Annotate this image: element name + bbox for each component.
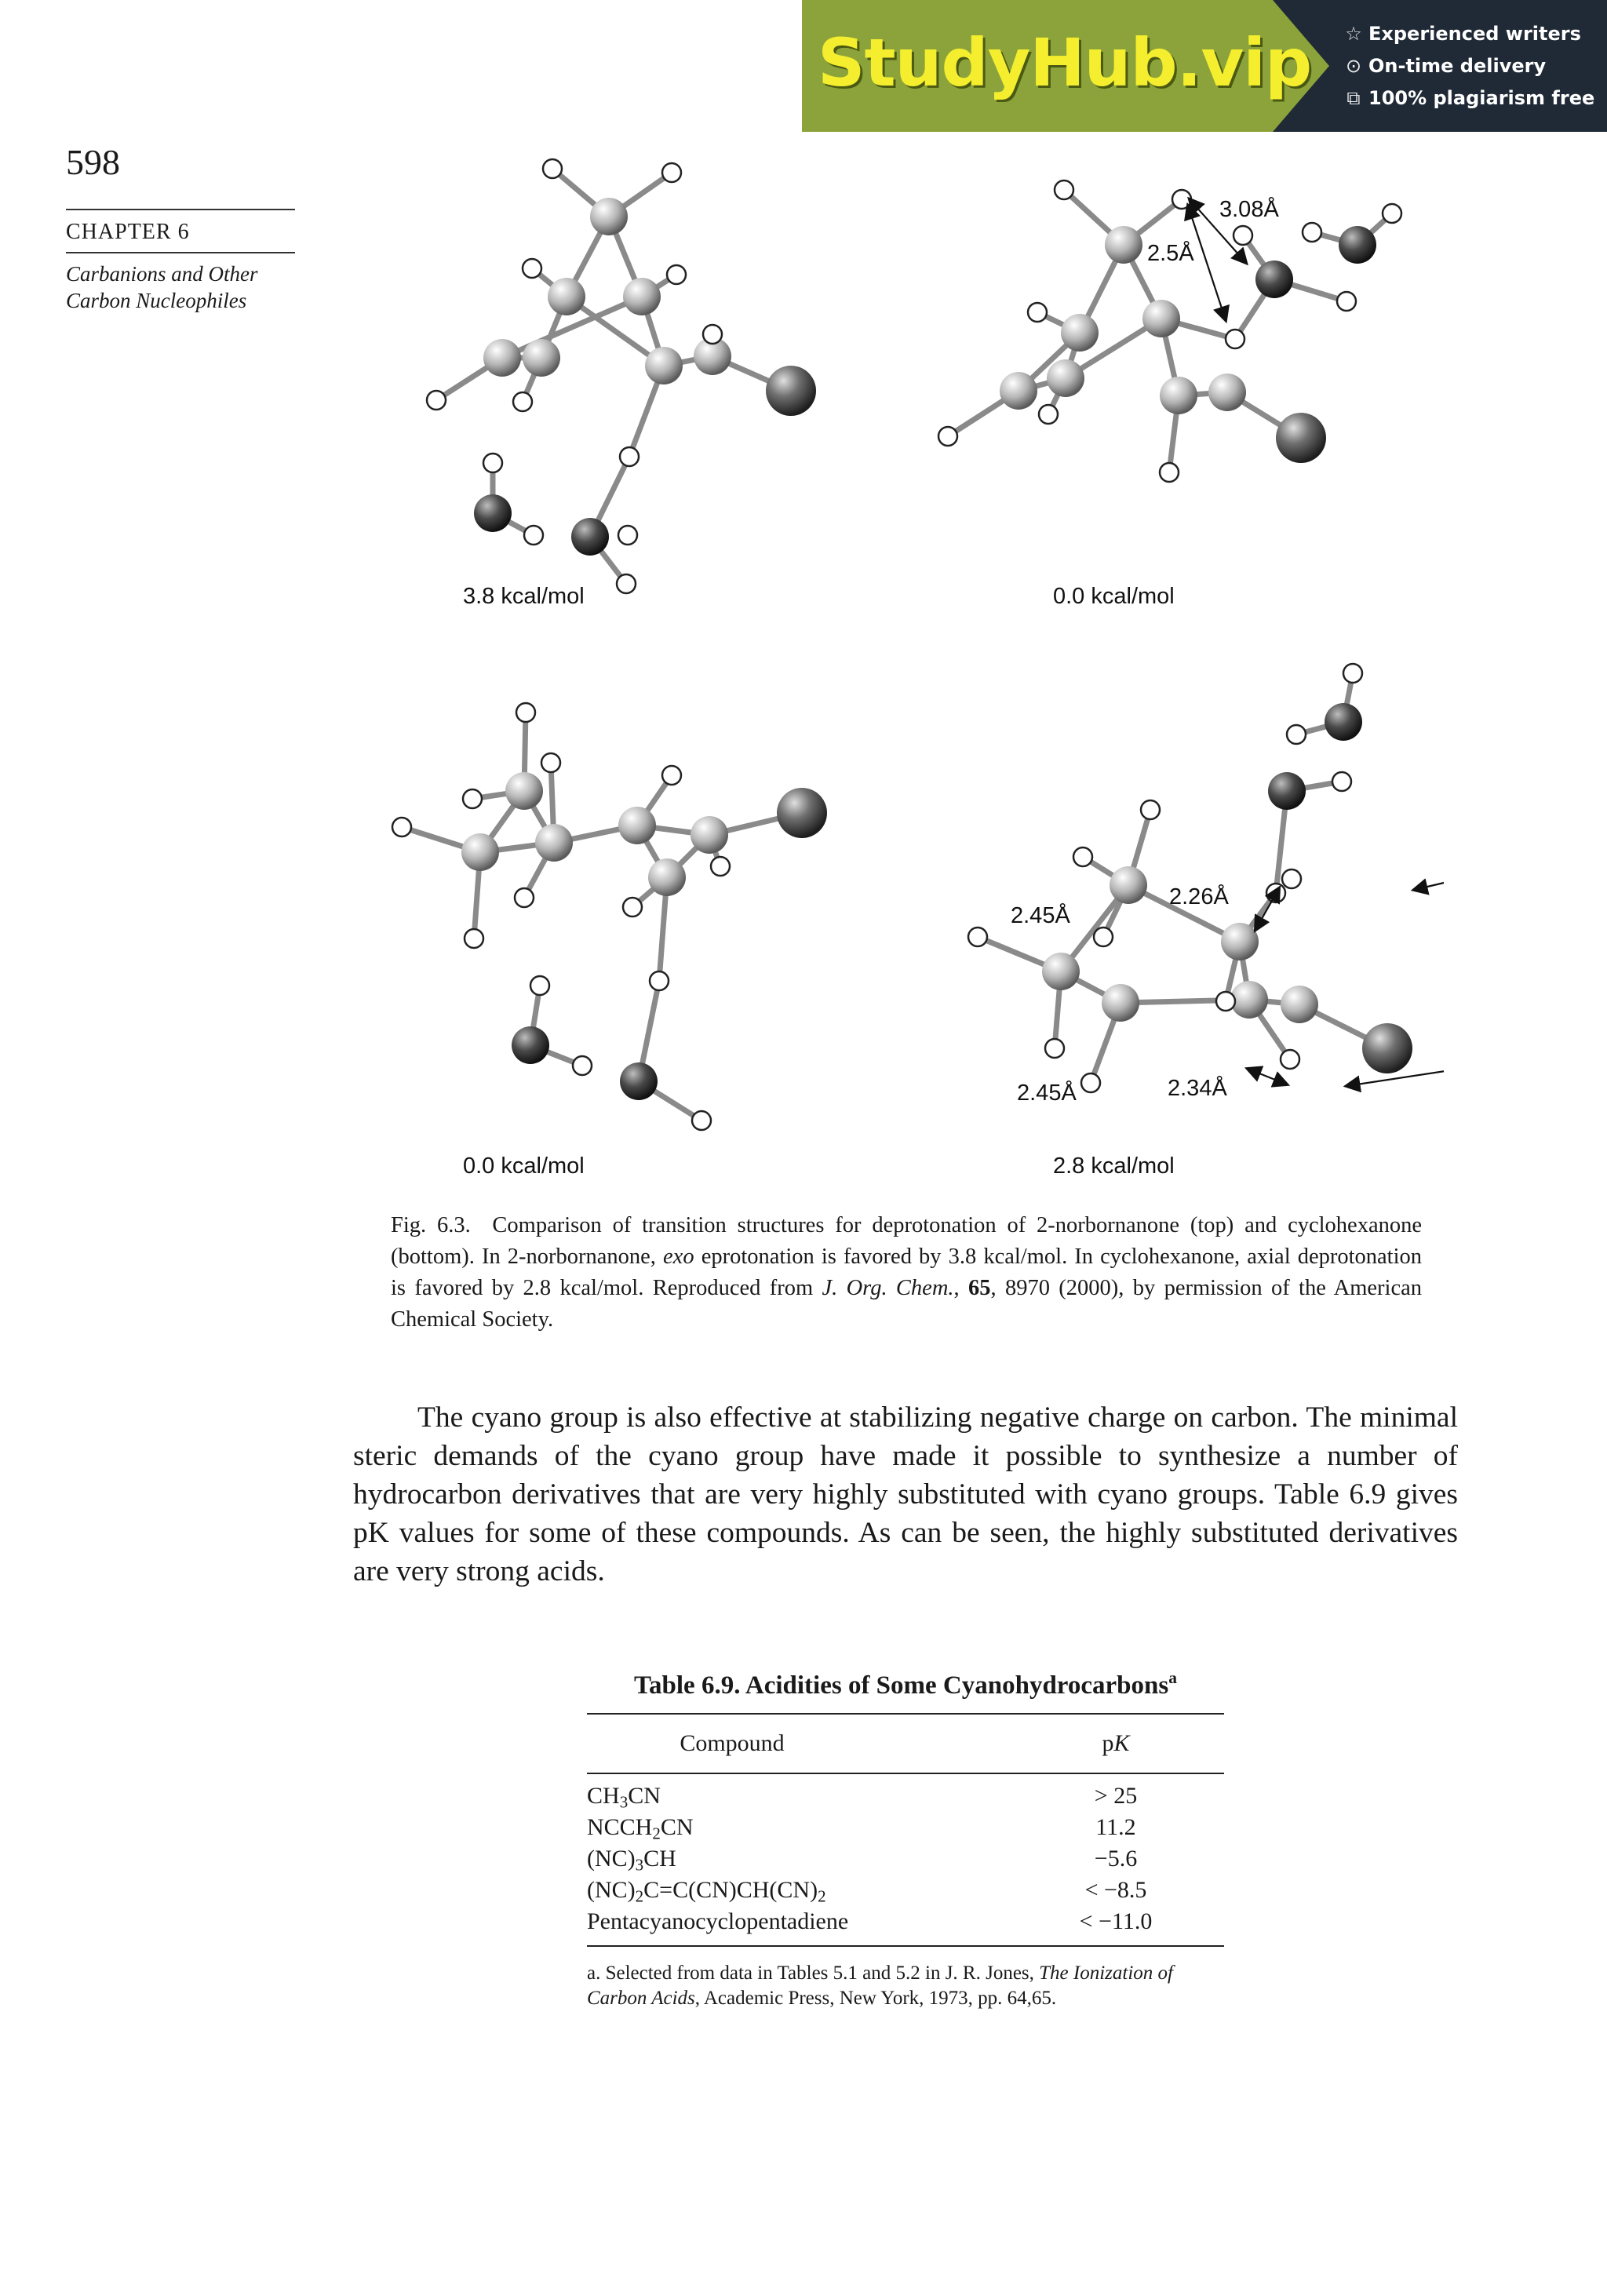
- carbon-atom: [1000, 372, 1037, 410]
- carbon-atom: [645, 347, 683, 384]
- banner-brand[interactable]: StudyHub.vip: [818, 24, 1312, 101]
- hydroxide-oxygen-atom: [571, 518, 609, 556]
- hydrogen-atom: [516, 703, 535, 722]
- table-row: [587, 1843, 1224, 1875]
- star-outline-icon: ☆: [1345, 23, 1362, 45]
- page-number: 598: [66, 142, 120, 182]
- hydrogen-atom: [1216, 992, 1235, 1011]
- hydrogen-atom: [1081, 1073, 1100, 1092]
- hydrogen-atom: [1039, 405, 1058, 424]
- banner-feature-writers: ☆ Experienced writers: [1343, 22, 1581, 46]
- distance-label: 2.45Å: [1017, 1081, 1077, 1106]
- hydrogen-atom: [541, 753, 560, 772]
- carbon-atom: [1042, 953, 1080, 990]
- distance-label: 2.45Å: [1011, 903, 1070, 928]
- carbon-atom: [648, 858, 686, 896]
- hydrogen-atom: [465, 929, 483, 948]
- distance-label: 2.34Å: [1168, 1076, 1227, 1101]
- cell-compound: $(NC)_2C=C(CN)CH(CN)_2$: [587, 1877, 826, 1906]
- hydrogen-atom: [620, 447, 639, 466]
- carbon-atom: [1047, 359, 1084, 397]
- distance-label: 2.5Å: [1147, 241, 1194, 266]
- carbon-atom: [623, 278, 661, 315]
- table-row: [587, 1906, 1224, 1937]
- table-rule: [587, 1945, 1224, 1947]
- molecule-illustration: [377, 133, 1444, 1177]
- hydroxide-oxygen-atom: [512, 1026, 549, 1064]
- carbon-atom: [548, 278, 585, 315]
- ad-banner[interactable]: [802, 0, 1607, 132]
- cell-pk: 11.2: [1095, 1814, 1136, 1840]
- bond-lines: [402, 169, 1392, 1121]
- carbon-atom: [1142, 300, 1180, 337]
- cell-pk: > 25: [1094, 1783, 1138, 1809]
- hydrogen-atom: [1303, 223, 1321, 242]
- distance-label: 2.26Å: [1169, 884, 1229, 909]
- figure-transition-structures: [377, 133, 1444, 1177]
- hydrogen-atom: [1343, 664, 1362, 683]
- hydrogen-atom: [543, 159, 562, 178]
- table-title: Table 6.9. Acidities of Some Cyanohydrocarbons$^a$: [634, 1668, 1177, 1700]
- table-header: [587, 1715, 1224, 1773]
- column-header-compound: Compound: [680, 1730, 785, 1756]
- hydrogen-atom: [1281, 1050, 1299, 1069]
- chapter-label: CHAPTER 6: [66, 220, 190, 244]
- hydrogen-atom: [1160, 463, 1179, 482]
- carbon-atom: [1230, 981, 1268, 1019]
- hydrogen-atom: [1287, 725, 1306, 744]
- distance-label: 3.08Å: [1219, 197, 1279, 222]
- hydrogen-atom: [703, 325, 722, 344]
- hydrogen-atom: [1337, 292, 1356, 311]
- cell-compound: $NCCH_2CN$: [587, 1814, 694, 1843]
- carbon-atom: [1102, 984, 1139, 1022]
- oxygen-atom: [766, 366, 816, 416]
- hydrogen-atom: [523, 259, 541, 278]
- hydrogen-atom: [1332, 772, 1351, 791]
- hydrogen-atom: [427, 391, 446, 410]
- carbon-atom: [1061, 314, 1099, 352]
- oxygen-atom: [777, 788, 827, 838]
- cell-pk: −5.6: [1094, 1846, 1138, 1871]
- copy-icon: ⧉: [1346, 87, 1361, 109]
- hydrogen-atom: [392, 818, 411, 836]
- carbon-atom: [1105, 226, 1142, 264]
- hydrogen-atom: [1282, 869, 1301, 888]
- hydroxide-oxygen-atom: [1255, 261, 1293, 298]
- carbon-atom: [1110, 866, 1147, 904]
- hydrogen-atom: [1028, 303, 1047, 322]
- table-body: [587, 1774, 1224, 1945]
- hydrogen-atom: [515, 888, 534, 907]
- table-footnote: a. Selected from data in Tables 5.1 and 5.2 in J. R. Jones, The Ionization of Carbon Acids, Academic Press, New York, 1973, pp. 64,65.: [587, 1963, 1173, 2009]
- oxygen-atom: [1276, 413, 1326, 463]
- hydrogen-atom: [617, 574, 636, 593]
- hydrogen-atom: [968, 928, 987, 946]
- hydroxide-oxygen-atom: [620, 1062, 658, 1100]
- header-rule: [66, 252, 295, 253]
- oxygen-atom: [1362, 1023, 1412, 1073]
- cell-compound: $(NC)_3CH$: [587, 1846, 676, 1875]
- hydrogen-atom: [938, 427, 957, 446]
- hydrogen-atom: [1226, 330, 1244, 348]
- hydrogen-atom: [618, 526, 637, 545]
- hydrogen-atom: [692, 1111, 711, 1130]
- hydroxide-oxygen-atom: [1268, 772, 1306, 810]
- body-paragraph: The cyano group is also effective at stabilizing negative charge on carbon. The minimal steric demands of the cyano group have made it possible to synthesize a number of hydrocarbon derivatives that are very highly substituted with cyano groups. Table 6.9 gives pK values for some of these compounds. As can be seen, the highly substituted derivatives are very strong acids.: [353, 1401, 1458, 1587]
- hydrogen-atom: [483, 454, 502, 472]
- energy-label-top-right: 0.0 kcal/mol: [1053, 584, 1175, 609]
- hydrogen-atom: [1233, 226, 1252, 245]
- cell-pk: < −8.5: [1084, 1877, 1147, 1903]
- chapter-title: Carbanions and Other Carbon Nucleophiles: [66, 262, 258, 312]
- carbon-atom: [523, 339, 560, 377]
- hydrogen-atom: [1141, 800, 1160, 819]
- body-text: [353, 1398, 1458, 1591]
- column-header-pk: pK: [1102, 1730, 1130, 1756]
- carbon-atom: [691, 816, 728, 854]
- hydrogen-atom: [463, 789, 482, 808]
- hydroxide-oxygen-atom: [1325, 703, 1362, 741]
- hydrogen-atom: [573, 1056, 592, 1075]
- clock-icon: ⊙: [1345, 55, 1362, 77]
- hydrogen-atom: [662, 766, 681, 785]
- carbon-atom: [1281, 986, 1318, 1023]
- hydrogen-atom: [1045, 1039, 1064, 1058]
- hydrogen-atom: [667, 265, 686, 284]
- carbon-atom: [1221, 923, 1259, 960]
- header-rule: [66, 209, 295, 210]
- hydrogen-atom: [623, 898, 642, 917]
- hydrogen-atom: [1383, 204, 1401, 223]
- energy-label-bottom-right: 2.8 kcal/mol: [1053, 1153, 1175, 1179]
- carbon-atom: [1160, 377, 1197, 414]
- banner-feature-plagiarism: ⧉ 100% plagiarism free: [1343, 86, 1594, 110]
- hydrogen-atom: [524, 526, 543, 545]
- carbon-atom: [590, 198, 628, 235]
- cell-pk: < −11.0: [1079, 1908, 1153, 1934]
- hydrogen-atom: [662, 163, 681, 182]
- energy-label-top-left: 3.8 kcal/mol: [463, 584, 585, 609]
- hydrogen-atom: [1073, 847, 1092, 866]
- hydrogen-atom: [1094, 928, 1113, 946]
- carbon-atom: [461, 833, 499, 871]
- energy-label-bottom-left: 0.0 kcal/mol: [463, 1153, 585, 1179]
- hydrogen-atom: [650, 971, 669, 990]
- cell-compound: $CH_3CN$: [587, 1783, 661, 1812]
- figure-caption: Fig. 6.3. Comparison of transition structures for deprotonation of 2-norbornanone (top) and cyclohexanone (bottom). In 2-norbornanone, exo eprotonation is favored by 3.8 kcal/mol. In cyclohexanone, axial deprotonation is favored by 2.8 kcal/mol. Reproduced from J. Org. Chem., 65, 8970 (2000), by permission of the American Chemical Society.: [391, 1213, 1423, 1332]
- carbon-atom: [535, 824, 573, 862]
- carbon-atom: [618, 807, 656, 844]
- hydrogen-atom: [1055, 180, 1073, 199]
- table-row: [587, 1780, 1224, 1812]
- hydrogen-atom: [711, 857, 730, 876]
- carbon-atom: [505, 772, 543, 810]
- table-row: [587, 1875, 1224, 1906]
- hydrogen-atom: [513, 392, 532, 411]
- banner-feature-delivery: ⊙ On-time delivery: [1343, 54, 1546, 78]
- hydroxide-oxygen-atom: [474, 494, 512, 532]
- table-row: [587, 1812, 1224, 1843]
- table-acidities: [587, 1668, 1224, 2011]
- carbon-atom: [483, 339, 521, 377]
- carbon-atom: [1208, 374, 1246, 411]
- cell-compound: Pentacyanocyclopentadiene: [587, 1908, 849, 1934]
- hydrogen-atom: [530, 976, 549, 995]
- hydroxide-oxygen-atom: [1339, 226, 1376, 264]
